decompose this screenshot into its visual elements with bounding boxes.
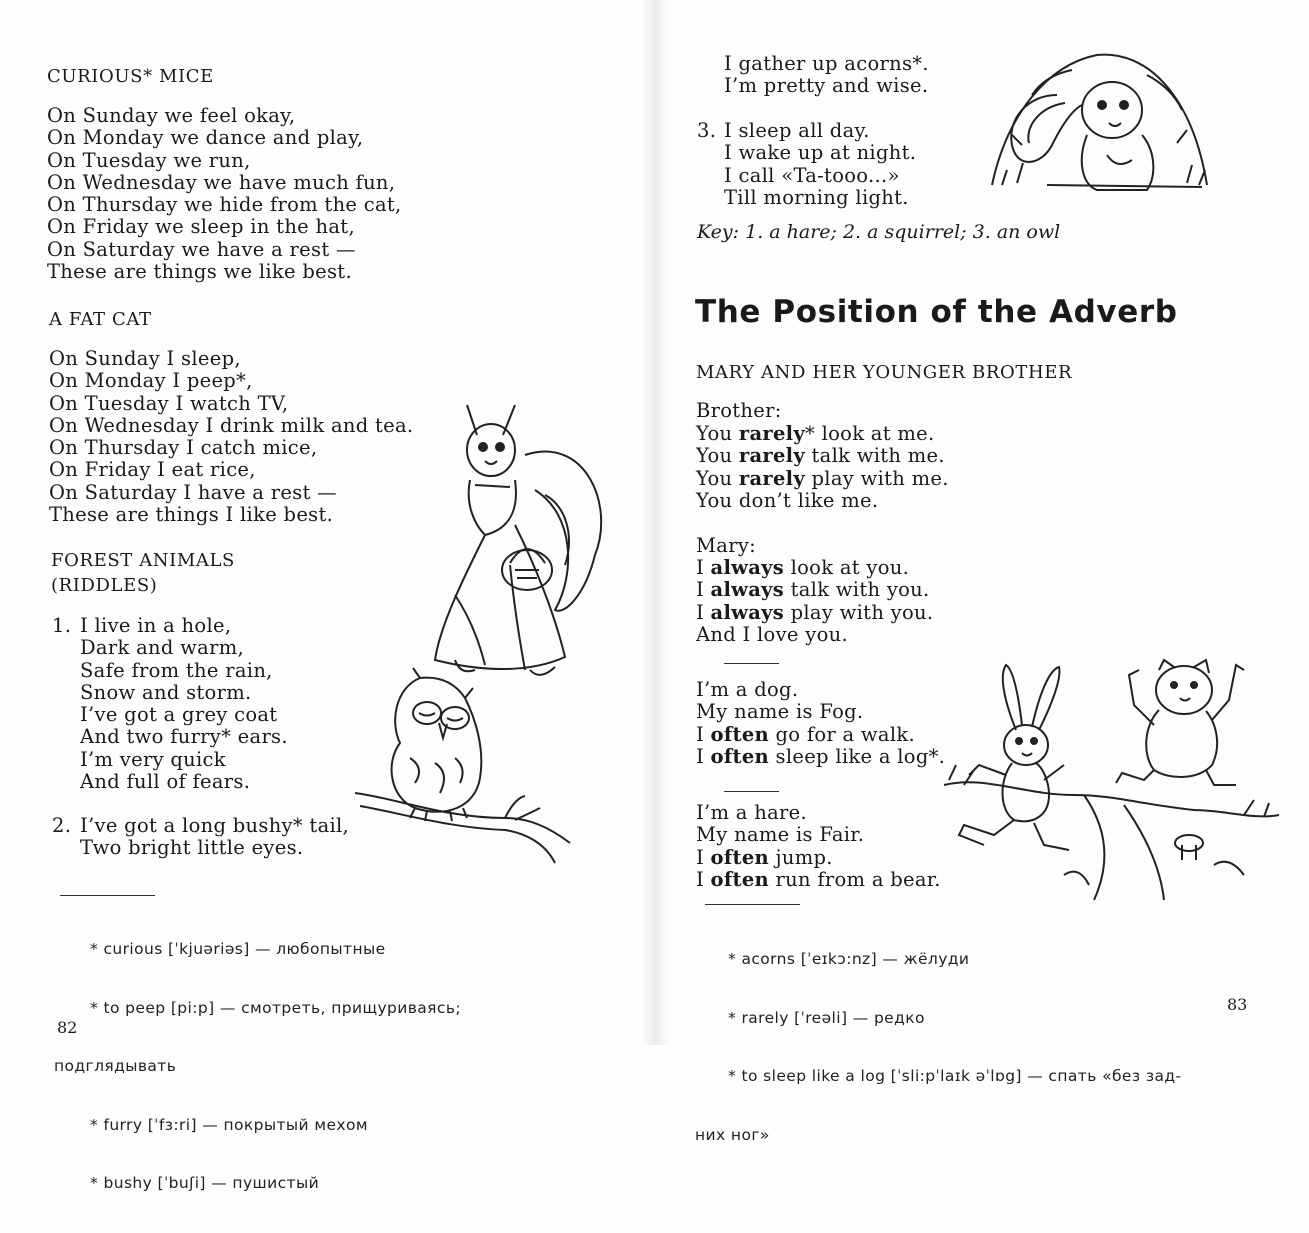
footnote-log-cont: них ног» bbox=[695, 1125, 770, 1144]
adverb-line bbox=[696, 724, 945, 746]
adverb-line bbox=[696, 679, 945, 701]
adverb-line bbox=[696, 557, 933, 579]
poem-line: These are things I like best. bbox=[49, 503, 334, 527]
fat-cat-poem bbox=[49, 348, 413, 526]
brother-label: Brother: bbox=[696, 399, 782, 422]
adverb-line bbox=[696, 802, 941, 824]
line-text: I bbox=[696, 578, 711, 602]
hare-in-grass-illustration bbox=[987, 35, 1212, 200]
adverb-line bbox=[696, 746, 945, 768]
poem-line: Dark and warm, bbox=[80, 636, 244, 660]
adverb-line bbox=[696, 869, 941, 891]
adverb-word: often bbox=[710, 744, 770, 768]
poem-line: On Wednesday we have much fun, bbox=[47, 170, 396, 194]
dog-separator bbox=[724, 663, 779, 664]
poem-line: I’m very quick bbox=[80, 747, 226, 771]
riddle-key: Key: 1. a hare; 2. a squirrel; 3. an owl bbox=[697, 221, 1061, 243]
poem-line: On Thursday we hide from the cat, bbox=[47, 193, 402, 217]
line-text: play with you. bbox=[784, 600, 934, 624]
poem-line: On Friday I eat rice, bbox=[49, 458, 256, 482]
adverb-line bbox=[696, 445, 949, 467]
footnote-separator bbox=[60, 895, 155, 896]
hare-lines bbox=[696, 802, 941, 891]
riddle-2-text bbox=[80, 815, 349, 860]
dog-lines bbox=[696, 679, 945, 768]
line-text: I bbox=[696, 600, 711, 624]
riddles-subtitle: (RIDDLES) bbox=[51, 575, 158, 596]
poem-line: On Saturday we have a rest — bbox=[47, 237, 356, 261]
riddle-2-number: 2. bbox=[52, 814, 72, 837]
footnote-separator-right bbox=[705, 904, 800, 905]
riddle-2-continued bbox=[724, 53, 929, 98]
line-text: I’m a dog. bbox=[696, 678, 799, 701]
page-number-right: 83 bbox=[1227, 995, 1248, 1014]
riddle-1-number: 1. bbox=[52, 614, 72, 637]
adverb-word: rarely bbox=[738, 466, 806, 490]
forest-animals-title: FOREST ANIMALS bbox=[51, 550, 235, 571]
poem-line: On Sunday I sleep, bbox=[49, 347, 241, 370]
poem-line: Two bright little eyes. bbox=[80, 836, 304, 860]
poem-line: And two furry* ears. bbox=[80, 725, 288, 749]
brother-lines bbox=[696, 423, 949, 512]
line-text: I bbox=[696, 556, 711, 579]
poem-line: On Friday we sleep in the hat, bbox=[47, 215, 355, 239]
adverb-line bbox=[696, 423, 949, 445]
footnote-log: * to sleep like a log [ˈsli:pˈlaɪk əˈlɒg] — спать «без зад- bbox=[728, 1067, 1182, 1085]
line-text: I bbox=[696, 722, 711, 746]
poem-line: I’ve got a grey coat bbox=[80, 703, 278, 727]
left-footnotes bbox=[54, 901, 461, 1233]
poem-line: I live in a hole, bbox=[80, 614, 232, 637]
poem-line: And full of fears. bbox=[80, 770, 251, 794]
line-text: You bbox=[696, 444, 739, 468]
poem-line: On Monday we dance and play, bbox=[47, 126, 364, 150]
fat-cat-title: A FAT CAT bbox=[49, 309, 152, 330]
squirrel-illustration bbox=[415, 395, 615, 685]
mary-label: Mary: bbox=[696, 534, 756, 557]
poem-line: I’ve got a long bushy* tail, bbox=[80, 814, 350, 837]
poem-line: I wake up at night. bbox=[724, 141, 917, 165]
curious-mice-poem bbox=[47, 105, 402, 283]
poem-line: Till morning light. bbox=[724, 185, 909, 209]
footnote-peep: * to peep [pi:p] — смотреть, прищуриваясь; bbox=[90, 998, 461, 1017]
line-text: * look at me. bbox=[805, 422, 935, 445]
line-text: go for a walk. bbox=[769, 722, 916, 746]
poem-line: On Tuesday we run, bbox=[47, 148, 251, 172]
adverb-word: always bbox=[710, 578, 785, 602]
line-text: My name is Fog. bbox=[696, 700, 864, 724]
hare-and-bear-illustration bbox=[944, 645, 1279, 900]
line-text: I bbox=[696, 845, 711, 869]
riddle-3-number: 3. bbox=[697, 119, 717, 142]
line-text: I’m a hare. bbox=[696, 801, 807, 824]
adverb-word: often bbox=[710, 867, 770, 891]
adverb-line bbox=[696, 579, 933, 601]
line-text: run from a bear. bbox=[769, 867, 941, 891]
footnote-peep-cont: подглядывать bbox=[54, 1057, 177, 1075]
footnote-curious: * curious [ˈkjuəriəs] — любопытные bbox=[90, 940, 386, 958]
curious-mice-title: CURIOUS* MICE bbox=[47, 66, 214, 87]
poem-line: I call «Ta-tooo...» bbox=[724, 163, 900, 187]
adverb-word: often bbox=[710, 845, 770, 869]
riddle-1-text bbox=[80, 615, 288, 793]
right-page bbox=[652, 0, 1309, 1144]
hare-separator bbox=[724, 791, 779, 792]
line-text: talk with me. bbox=[805, 444, 945, 468]
poem-line: On Thursday I catch mice, bbox=[49, 436, 318, 460]
adverb-word: rarely bbox=[738, 422, 806, 445]
line-text: You bbox=[696, 422, 739, 445]
poem-line: On Tuesday I watch TV, bbox=[49, 391, 289, 415]
poem-line: These are things we like best. bbox=[47, 260, 352, 284]
owl-illustration bbox=[355, 668, 570, 878]
adverb-line bbox=[696, 847, 941, 869]
poem-line: On Monday I peep*, bbox=[49, 369, 253, 393]
adverb-line bbox=[696, 701, 945, 723]
riddle-3-text bbox=[724, 120, 916, 209]
section-title: The Position of the Adverb bbox=[695, 294, 1178, 330]
footnote-acorns: * acorns [ˈeɪkɔ:nz] — жёлуди bbox=[728, 950, 970, 968]
line-text: sleep like a log*. bbox=[769, 744, 946, 768]
adverb-word: often bbox=[710, 722, 770, 746]
poem-line: I sleep all day. bbox=[724, 119, 870, 142]
line-text: look at you. bbox=[784, 556, 910, 579]
left-page bbox=[0, 0, 652, 1192]
mary-lines bbox=[696, 557, 933, 646]
adverb-line bbox=[696, 490, 949, 512]
poem-line: On Saturday I have a rest — bbox=[49, 480, 337, 504]
adverb-word: rarely bbox=[738, 444, 806, 468]
adverb-line bbox=[696, 602, 933, 624]
line-text: You don’t like me. bbox=[696, 488, 879, 512]
adverb-word: always bbox=[710, 600, 785, 624]
line-text: You bbox=[696, 466, 739, 490]
adverb-line bbox=[696, 624, 933, 646]
footnote-furry: * furry [ˈfɜ:ri] — покрытый мехом bbox=[90, 1115, 368, 1134]
adverb-word: always bbox=[710, 556, 785, 579]
footnote-bushy: * bushy [ˈbuʃi] — пушистый bbox=[90, 1174, 320, 1192]
line-text: My name is Fair. bbox=[696, 823, 865, 847]
adverb-line bbox=[696, 468, 949, 490]
poem-line: On Sunday we feel okay, bbox=[47, 104, 296, 127]
line-text: jump. bbox=[769, 845, 833, 869]
line-text: play with me. bbox=[805, 466, 949, 490]
line-text: talk with you. bbox=[784, 578, 930, 602]
poem-line: I gather up acorns*. bbox=[724, 52, 929, 75]
line-text: I bbox=[696, 867, 711, 891]
poem-line: On Wednesday I drink milk and tea. bbox=[49, 413, 414, 437]
line-text: I bbox=[696, 744, 711, 768]
adverb-line bbox=[696, 824, 941, 846]
poem-line: Safe from the rain, bbox=[80, 658, 273, 682]
line-text: And I love you. bbox=[696, 622, 848, 646]
poem-line: Snow and storm. bbox=[80, 680, 252, 704]
page-number-left: 82 bbox=[57, 1018, 78, 1037]
mary-brother-title: MARY AND HER YOUNGER BROTHER bbox=[696, 362, 1073, 383]
poem-line: I’m pretty and wise. bbox=[724, 74, 929, 98]
footnote-rarely: * rarely [ˈreəli] — редко bbox=[728, 1008, 925, 1027]
right-footnotes bbox=[695, 911, 1181, 1184]
